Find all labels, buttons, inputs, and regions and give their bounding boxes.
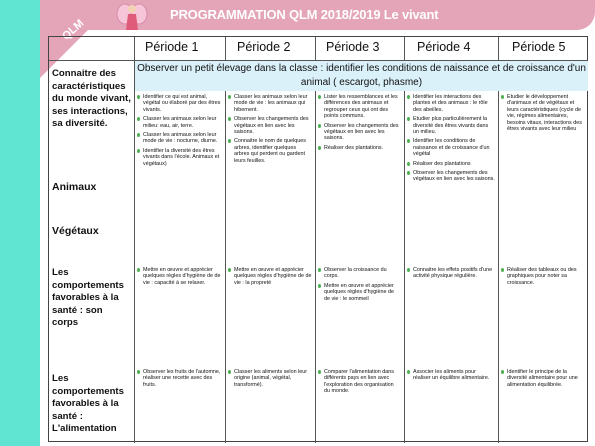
bullet-icon	[407, 268, 410, 272]
schedule-table	[48, 36, 588, 442]
bullet-icon	[318, 370, 321, 374]
bullet-item	[228, 369, 312, 388]
bullet-item	[407, 94, 495, 113]
cell-corps-p5	[501, 267, 585, 289]
column-divider	[498, 37, 499, 60]
column-divider	[315, 91, 316, 443]
bullet-item	[137, 116, 221, 129]
item-text: Réaliser des tableaux ou des graphiques pour noter sa croissance.	[507, 267, 577, 286]
item-text: Connaitre le nom de quelques arbres, identifier quelques arbres qui perdent ou gardent leurs feuilles.	[234, 138, 306, 164]
bullet-item	[407, 161, 495, 167]
item-text: Observer les changements des végétaux en lien avec les saisons.	[234, 116, 309, 136]
cell-alimentation-p5	[501, 369, 585, 391]
bullet-icon	[137, 268, 140, 272]
row-label-corps: Les comportements favorables à la santé : son corps	[52, 267, 124, 328]
bullet-icon	[228, 139, 231, 143]
bullet-icon	[501, 370, 504, 374]
column-divider	[225, 37, 226, 60]
cell-monde-p3	[318, 94, 401, 154]
item-text: Classer les animaux selon leur mode de vie : les animaux qui hibernent.	[234, 94, 308, 113]
item-text: Lister les ressemblances et les différences des animaux et regrouper ceux qui ont des points communs.	[324, 94, 398, 120]
item-text: Réaliser des plantations	[413, 160, 471, 167]
bullet-item	[137, 369, 221, 388]
bullet-item	[318, 123, 401, 142]
cell-corps-p3	[318, 267, 401, 305]
bullet-item	[407, 170, 495, 183]
item-text: Identifier les interactions des plantes et des animaux : le rôle des abeilles.	[413, 94, 488, 113]
cell-monde-p4	[407, 94, 495, 186]
bullet-icon	[228, 370, 231, 374]
bullet-item	[137, 267, 221, 286]
column-divider	[134, 37, 135, 443]
programmation-sheet	[40, 0, 595, 446]
bullet-icon	[407, 139, 410, 143]
column-divider	[225, 91, 226, 443]
bullet-item	[318, 369, 401, 395]
column-divider	[315, 37, 316, 60]
item-text: Identifier les conditions de naissance et de croissance d'un végétal	[413, 138, 490, 158]
bullet-item	[228, 267, 312, 286]
item-text: Mettre en œuvre et apprécier quelques règles d'hygiène de de vie : capacité à se relaxer.	[143, 267, 221, 286]
item-text: Etudier plus particulièrement la diversité des êtres vivants dans un milieu.	[413, 116, 489, 136]
item-text: Comparer l'alimentation dans différents pays en lien avec l'exploration des organisation du monde.	[324, 369, 394, 395]
bullet-icon	[318, 124, 321, 128]
item-text: Classer les animaux selon leur mode de vie : nocturne, diurne.	[143, 132, 218, 145]
item-text: Réaliser des plantations.	[324, 144, 384, 151]
item-text: Observer les changements des végétaux en lien avec les saisons.	[324, 122, 399, 142]
cell-corps-p4	[407, 267, 495, 283]
bullet-item	[407, 267, 495, 280]
bullet-item	[501, 267, 585, 286]
bullet-icon	[228, 95, 231, 99]
bullet-item	[318, 145, 401, 151]
bullet-icon	[318, 268, 321, 272]
bullet-icon	[137, 133, 140, 137]
period-header-4: Période 4	[417, 40, 471, 54]
cell-monde-p2	[228, 94, 312, 167]
item-text: Observer les fruits de l'automne, réaliser une recette avec des fruits.	[143, 369, 221, 388]
bullet-icon	[501, 268, 504, 272]
bullet-item	[407, 116, 495, 135]
bullet-icon	[407, 370, 410, 374]
bullet-icon	[407, 162, 410, 166]
row-label-vegetaux: Végétaux	[52, 225, 99, 237]
bullet-icon	[318, 95, 321, 99]
cell-alimentation-p2	[228, 369, 312, 391]
item-text: Connaitre les effets positifs d'une activité physique régulière.	[413, 267, 493, 280]
cell-monde-p5	[501, 94, 585, 135]
bullet-icon	[407, 95, 410, 99]
bullet-icon	[318, 284, 321, 288]
cell-alimentation-p3	[318, 369, 401, 398]
column-divider	[404, 37, 405, 60]
item-text: Classer les animaux selon leur milieu: eau, air, terre.	[143, 116, 217, 129]
fairy-icon	[116, 2, 148, 36]
bullet-icon	[137, 95, 140, 99]
bullet-icon	[137, 117, 140, 121]
column-divider	[404, 91, 405, 443]
period-header-3: Période 3	[326, 40, 380, 54]
cell-corps-p2	[228, 267, 312, 289]
bullet-item	[501, 369, 585, 388]
bullet-icon	[501, 95, 504, 99]
bullet-item	[137, 132, 221, 145]
period-header-1: Période 1	[145, 40, 199, 54]
item-text: Observer les changements des végétaux en lien avec les saisons.	[413, 170, 495, 183]
item-text: Mettre en œuvre et apprécier quelques règles d'hygiène de de vie : la propreté	[234, 267, 312, 286]
item-text: Identifier le principe de la diversité alimentaire pour une alimentation équilibrée.	[507, 369, 578, 388]
bullet-icon	[228, 268, 231, 272]
item-text: Associer les aliments pour réaliser un équilibre alimentaire.	[413, 369, 490, 382]
bullet-item	[501, 94, 585, 132]
item-text: Mettre en œuvre et apprécier quelques règles d'hygiène de de vie : le sommeil	[324, 282, 394, 302]
item-text: Identifier ce qui est animal, végétal ou élaboré par des êtres vivants.	[143, 94, 221, 113]
cell-corps-p1	[137, 267, 221, 289]
cell-alimentation-p1	[137, 369, 221, 391]
bullet-item	[407, 369, 495, 382]
bullet-item	[228, 116, 312, 135]
bullet-item	[137, 94, 221, 113]
bullet-item	[318, 94, 401, 120]
row-label-animaux: Animaux	[52, 181, 97, 193]
bullet-item	[318, 267, 401, 280]
banner-elevage: Observer un petit élevage dans la classe : identifier les conditions de naissance et de croissance d'un animal ( escargot, phasme)	[135, 61, 588, 91]
bullet-item	[407, 138, 495, 157]
bullet-item	[228, 94, 312, 113]
row-label-monde: Connaitre des caractéristiques du monde vivant, ses interactions, sa diversité.	[52, 68, 131, 129]
cell-alimentation-p4	[407, 369, 495, 385]
bullet-icon	[318, 146, 321, 150]
logo-text: QLM	[60, 17, 87, 43]
bullet-item	[318, 283, 401, 302]
column-divider	[498, 91, 499, 443]
item-text: Identifier la diversité des êtres vivants dans l'école. Animaux et végétaux)	[143, 147, 220, 167]
bullet-icon	[137, 370, 140, 374]
page-title: PROGRAMMATION QLM 2018/2019 Le vivant	[170, 7, 439, 22]
bullet-item	[137, 148, 221, 167]
item-text: Etudier le développement d'animaux et de végétaux et leurs caractéristiques (cycle de vie, régimes alimentaires, besoins vitaux, interactions des êtres vivants avec leur milieu	[507, 94, 582, 133]
period-header-5: Période 5	[512, 40, 566, 54]
item-text: Classer les aliments selon leur origine (animal, végétal, transformé).	[234, 369, 308, 388]
bullet-icon	[228, 117, 231, 121]
item-text: Observer la croissance du corps.	[324, 267, 387, 280]
cell-monde-p1	[137, 94, 221, 170]
bullet-icon	[407, 117, 410, 121]
bullet-icon	[137, 149, 140, 153]
bullet-icon	[407, 171, 410, 175]
row-label-alimentation: Les comportements favorables à la santé : L'alimentation	[52, 373, 124, 434]
bullet-item	[228, 138, 312, 164]
period-header-2: Période 2	[237, 40, 291, 54]
